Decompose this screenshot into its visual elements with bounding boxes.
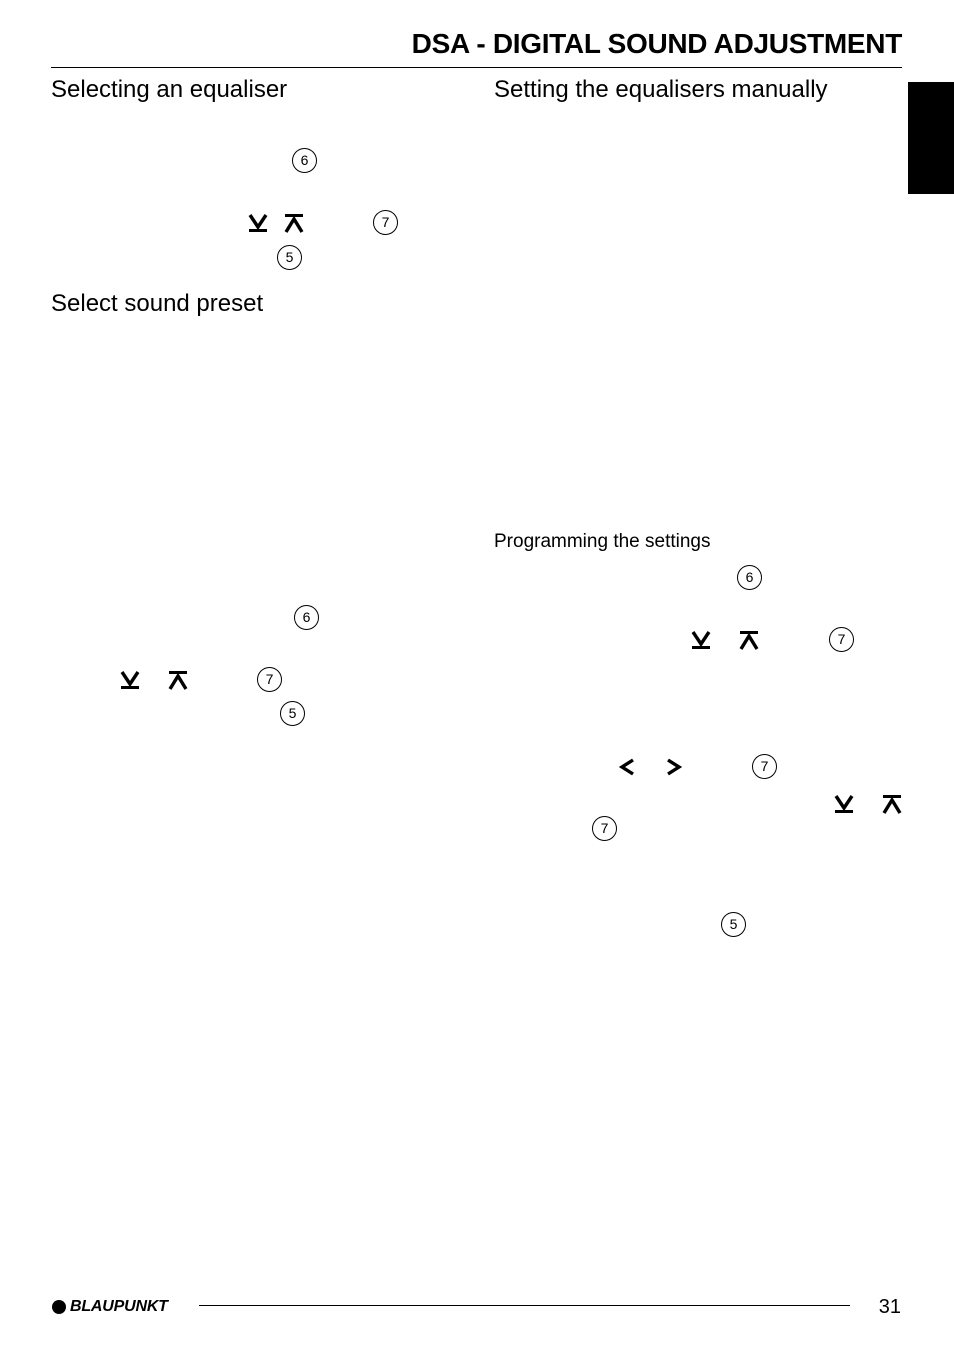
callout-6: 6	[737, 565, 762, 590]
arrow-up-bar-icon	[167, 670, 189, 690]
brand-name: BLAUPUNKT	[70, 1298, 168, 1315]
heading-programming-settings: Programming the settings	[494, 531, 711, 552]
heading-setting-equalisers-manually: Setting the equalisers manually	[494, 76, 828, 103]
arrow-down-bar-icon	[247, 213, 269, 233]
brand-logo	[52, 1298, 168, 1316]
arrow-up-bar-icon	[881, 794, 903, 814]
callout-6: 6	[294, 605, 319, 630]
footer-rule	[199, 1305, 850, 1306]
callout-5: 5	[277, 245, 302, 270]
language-tab-marker	[908, 82, 954, 194]
callout-5: 5	[280, 701, 305, 726]
heading-selecting-equaliser: Selecting an equaliser	[51, 76, 288, 103]
arrow-down-bar-icon	[119, 670, 141, 690]
chevron-left-icon	[617, 757, 639, 777]
chevron-right-icon	[662, 757, 684, 777]
arrow-up-bar-icon	[738, 630, 760, 650]
page-title: DSA - DIGITAL SOUND ADJUSTMENT	[411, 28, 902, 59]
arrow-up-bar-icon	[283, 213, 305, 233]
callout-7: 7	[592, 816, 617, 841]
callout-7: 7	[257, 667, 282, 692]
callout-6: 6	[292, 148, 317, 173]
page-number: 31	[878, 1296, 901, 1318]
heading-select-sound-preset: Select sound preset	[51, 290, 264, 317]
title-rule	[51, 67, 902, 68]
callout-5: 5	[721, 912, 746, 937]
callout-7: 7	[752, 754, 777, 779]
arrow-down-bar-icon	[690, 630, 712, 650]
logo-dot-icon	[52, 1300, 66, 1314]
arrow-down-bar-icon	[833, 794, 855, 814]
callout-7: 7	[373, 210, 398, 235]
callout-7: 7	[829, 627, 854, 652]
